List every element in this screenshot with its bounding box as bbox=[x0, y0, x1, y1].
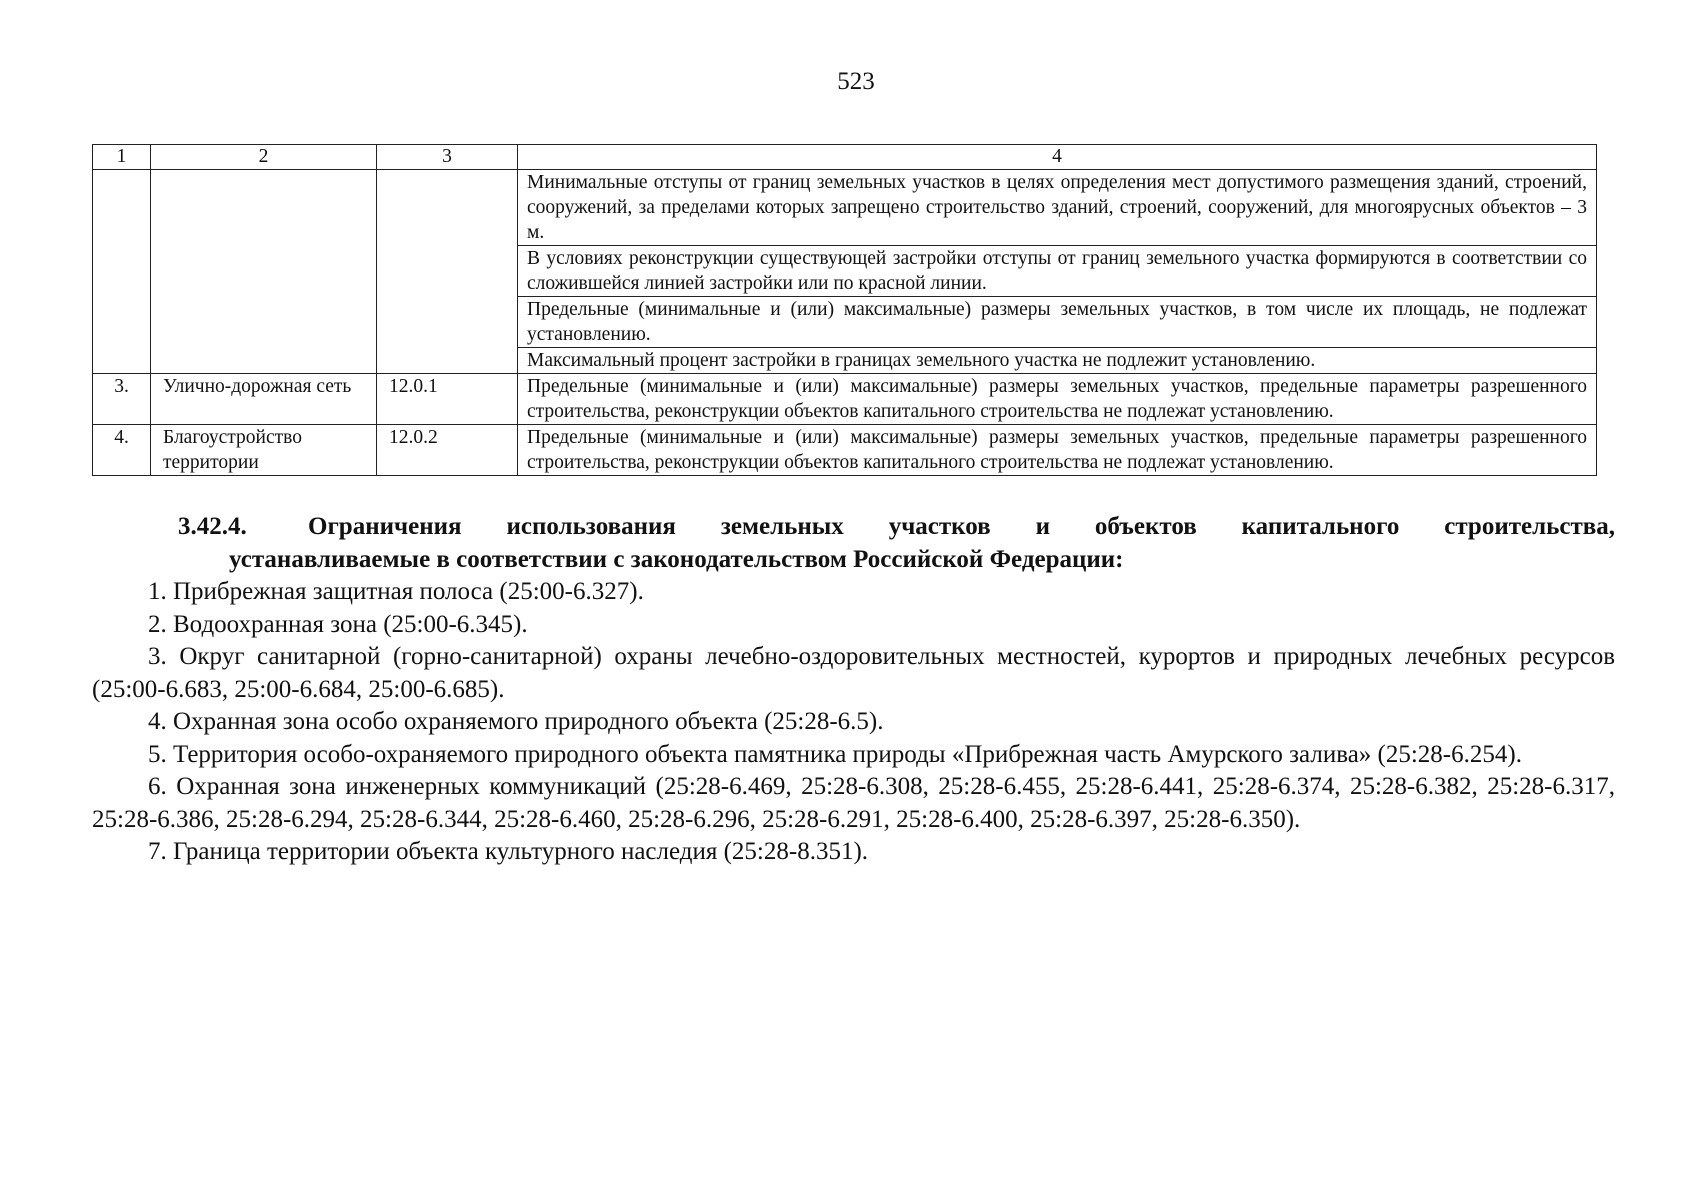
table-header-row bbox=[93, 145, 1597, 170]
header-cell-4: 4 bbox=[518, 145, 1597, 170]
header-cell-3: 3 bbox=[377, 145, 518, 170]
section-title-line1: Ограничения использования земельных участков и объектов капитального строительства, bbox=[308, 513, 1615, 540]
table-cell-code: 12.0.1 bbox=[377, 374, 518, 425]
table-row bbox=[93, 374, 1597, 425]
table-cell-text: Предельные (минимальные и (или) максимальные) размеры земельных участков, предельные параметры разрешенного строительства, реконструкции объектов капитального строительства не подлежат установлению. bbox=[518, 374, 1597, 425]
table-cell-name: Улично-дорожная сеть bbox=[151, 374, 377, 425]
section-heading bbox=[92, 511, 1615, 544]
list-item: 1. Прибрежная защитная полоса (25:00-6.327). bbox=[148, 578, 644, 605]
empty-num-cell bbox=[93, 170, 151, 374]
table-row bbox=[93, 425, 1597, 476]
regulations-table-grid bbox=[92, 144, 1597, 476]
restrictions-section bbox=[92, 511, 1615, 869]
list-item: 3. Округ санитарной (горно-санитарной) охраны лечебно-оздоровительных местностей, курортов и природных лечебных ресурсов (25:00-6.683, 25:00-6.684, 25:00-6.685). bbox=[92, 643, 1615, 703]
table-cell-text: Предельные (минимальные и (или) максимальные) размеры земельных участков, предельные параметры разрешенного строительства, реконструкции объектов капитального строительства не подлежат установлению. bbox=[518, 425, 1597, 476]
table-cell-code: 12.0.2 bbox=[377, 425, 518, 476]
list-item: 2. Водоохранная зона (25:00-6.345). bbox=[148, 610, 528, 638]
header-cell-2: 2 bbox=[151, 145, 377, 170]
list-item: 6. Охранная зона инженерных коммуникаций (25:28-6.469, 25:28-6.308, 25:28-6.455, 25:28-6.441, 25:28-6.374, 25:28-6.382, 25:28-6.317, 25:28-6.386, 25:28-6.294, 25:28-6.344, 25:28-6.460, 25:28-6.296, 25:28-6.291, 25:28-6.400, 25:28-6.397, 25:28-6.350). bbox=[92, 773, 1615, 833]
table-cell-name: Благоустройство территории bbox=[151, 425, 377, 476]
restrictions-list bbox=[92, 576, 1615, 869]
empty-name-cell bbox=[151, 170, 377, 374]
table-cell-num: 4. bbox=[93, 425, 151, 476]
table-cell-text: Предельные (минимальные и (или) максимальные) размеры земельных участков, в том числе их площадь, не подлежат установлению. bbox=[518, 297, 1597, 348]
table-cell-text: Минимальные отступы от границ земельных участков в целях определения мест допустимого размещения зданий, строений, сооружений, за пределами которых запрещено строительство зданий, строений, сооружений, для многоярусных объектов – 3 м. bbox=[518, 170, 1597, 246]
table-cell-text: В условиях реконструкции существующей застройки отступы от границ земельного участка формируются в соответствии со сложившейся линией застройки или по красной линии. bbox=[518, 246, 1597, 297]
section-number: 3.42.4. bbox=[178, 513, 247, 540]
page-number: 523 bbox=[837, 68, 875, 95]
table-row bbox=[93, 170, 1597, 246]
list-item: 4. Охранная зона особо охраняемого природного объекта (25:28-6.5). bbox=[148, 708, 884, 735]
table-cell-num: 3. bbox=[93, 374, 151, 425]
regulations-table bbox=[92, 144, 1597, 476]
section-title-line2: устанавливаемые в соответствии с законодательством Российской Федерации: bbox=[229, 545, 1124, 573]
empty-code-cell bbox=[377, 170, 518, 374]
list-item: 7. Граница территории объекта культурного наследия (25:28-8.351). bbox=[148, 838, 869, 865]
header-cell-1: 1 bbox=[93, 145, 151, 170]
table-cell-text: Максимальный процент застройки в границах земельного участка не подлежит установлению. bbox=[518, 348, 1597, 374]
list-item: 5. Территория особо-охраняемого природного объекта памятника природы «Прибрежная часть Амурского залива» (25:28-6.254). bbox=[148, 740, 1522, 768]
